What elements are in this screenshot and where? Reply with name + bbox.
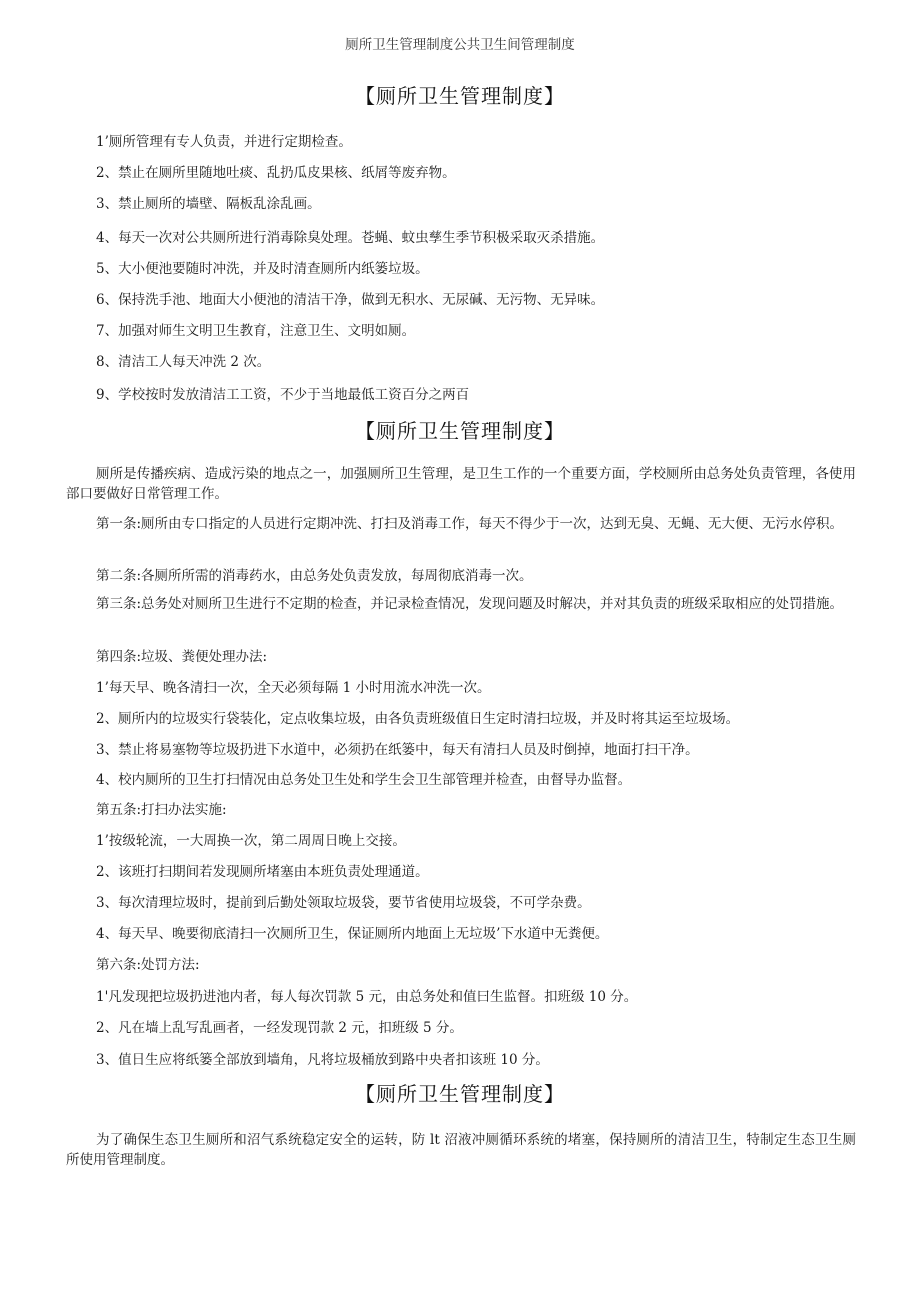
- section-3-intro: 为了确保生态卫生厕所和沼气系统稳定安全的运转，防 lt 沼液冲厕循环系统的堵塞，保持厕所的清洁卫生，特制定生态卫生厕所使用管理制度。: [66, 1132, 856, 1168]
- section-1-title: 【厕所卫生管理制度】: [355, 84, 565, 108]
- article-3: 第三条:总务处对厕所卫生进行不定期的检查，并记录检查情况，发现问题及时解决，并对其负责的班级采取相应的处罚措施。: [96, 596, 844, 612]
- article-6-item-2: 2、凡在墙上乱写乱画者，一经发现罚款 2 元，扣班级 5 分。: [96, 1020, 463, 1036]
- section-1-item-3: 3、禁止厕所的墙壁、隔板乱涂乱画。: [96, 196, 321, 212]
- page-header: 厕所卫生管理制度公共卫生间管理制度: [345, 37, 575, 53]
- section-1-item-5: 5、大小便池要随时冲洗，并及时清查厕所内纸篓垃圾。: [96, 261, 429, 277]
- article-6-heading: 第六条:处罚方法:: [96, 957, 200, 973]
- article-4-item-1: 1’每天早、晚各清扫一次，全天必须每隔 1 小时用流水冲洗一次。: [96, 680, 491, 696]
- section-1-item-8: 8、清洁工人每天冲洗 2 次。: [96, 354, 271, 370]
- section-3-title: 【厕所卫生管理制度】: [355, 1082, 565, 1106]
- article-4-item-2: 2、厕所内的垃圾实行袋装化，定点收集垃圾，由各负责班级值日生定时清扫垃圾，并及时将其运至垃圾场。: [96, 711, 740, 727]
- section-1-item-1: 1’厕所管理有专人负责，并进行定期检查。: [96, 134, 352, 150]
- article-1: 第一条:厕所由专口指定的人员进行定期冲洗、打扫及消毒工作，每天不得少于一次，达到无臭、无蝇、无大便、无污水停积。: [96, 516, 844, 532]
- section-1-item-6: 6、保持洗手池、地面大小便池的清洁干净，做到无积水、无尿碱、无污物、无异味。: [96, 292, 605, 308]
- article-4-item-4: 4、校内厕所的卫生打扫情况由总务处卫生处和学生会卫生部管理并检查，由督导办监督。: [96, 772, 632, 788]
- article-5-item-3: 3、每次清理垃圾时，提前到后勤处领取垃圾袋，要节省使用垃圾袋，不可学杂费。: [96, 895, 591, 911]
- article-2: 第二条:各厕所所需的消毒药水，由总务处负责发放，每周彻底消毒一次。: [96, 568, 533, 584]
- article-6-item-3: 3、值日生应将纸篓全部放到墙角，凡将垃圾桶放到路中央者扣该班 10 分。: [96, 1052, 549, 1068]
- article-5-heading: 第五条:打扫办法实施:: [96, 802, 227, 818]
- section-1-item-2: 2、禁止在厕所里随地吐痰、乱扔瓜皮果核、纸屑等废弃物。: [96, 165, 456, 181]
- article-5-item-2: 2、该班打扫期间若发现厕所堵塞由本班负责处理通道。: [96, 864, 429, 880]
- article-4-item-3: 3、禁止将易塞物等垃圾扔进下水道中，必须扔在纸篓中，每天有清扫人员及时倒掉，地面打扫干净。: [96, 742, 699, 758]
- section-2-title: 【厕所卫生管理制度】: [355, 419, 565, 443]
- article-6-item-1: 1'凡发现把垃圾扔进池内者，每人每次罚款 5 元，由总务处和值曰生监督。扣班级 10 分。: [96, 989, 638, 1005]
- section-1-item-9: 9、学校按时发放清洁工工资，不少于当地最低工资百分之两百: [96, 387, 470, 403]
- article-5-item-1: 1’按级轮流，一大周换一次，第二周周日晚上交接。: [96, 833, 406, 849]
- section-2-intro: 厕所是传播疾病、造成污染的地点之一，加强厕所卫生管理，是卫生工作的一个重要方面，学校厕所由总务处负责管理，各使用部口要做好日常管理工作。: [66, 466, 856, 502]
- section-1-item-4: 4、每天一次对公共厕所进行消毒除臭处理。苍蝇、蚊虫孳生季节积极采取灭杀措施。: [96, 230, 605, 246]
- article-5-item-4: 4、每天早、晚要彻底清扫一次厕所卫生，保证厕所内地面上无垃圾’下水道中无粪便。: [96, 926, 609, 942]
- article-4-heading: 第四条:垃圾、粪便处理办法:: [96, 649, 268, 665]
- section-1-item-7: 7、加强对师生文明卫生教育，注意卫生、文明如厕。: [96, 323, 416, 339]
